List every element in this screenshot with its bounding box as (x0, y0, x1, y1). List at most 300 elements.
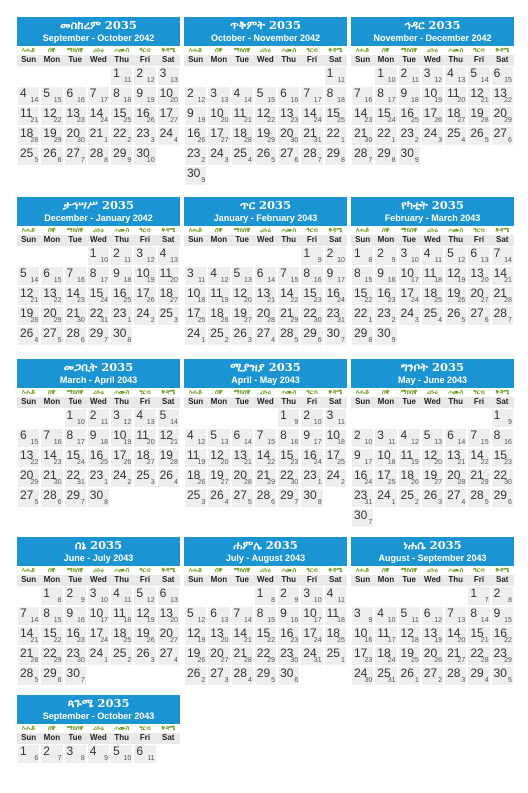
day-cell[interactable] (41, 469, 62, 487)
day-cell[interactable] (111, 409, 132, 427)
day-cell[interactable] (352, 287, 373, 305)
day-cell[interactable] (41, 627, 62, 645)
day-cell[interactable] (375, 107, 396, 125)
day-cell[interactable] (134, 449, 155, 467)
day-cell[interactable] (208, 449, 229, 467)
day-cell[interactable] (65, 627, 86, 645)
day-cell[interactable] (375, 267, 396, 285)
day-cell[interactable] (232, 489, 253, 507)
day-cell[interactable] (325, 107, 346, 125)
day-cell[interactable] (352, 107, 373, 125)
day-cell[interactable] (445, 247, 466, 265)
day-cell[interactable] (255, 489, 276, 507)
day-cell[interactable] (399, 307, 420, 325)
day-cell[interactable] (375, 147, 396, 165)
day-cell[interactable] (158, 627, 179, 645)
day-cell[interactable] (18, 267, 39, 285)
day-cell[interactable] (232, 667, 253, 685)
day-cell[interactable] (375, 627, 396, 645)
day-cell[interactable] (352, 429, 373, 447)
day-cell[interactable] (492, 287, 513, 305)
day-cell[interactable] (301, 327, 322, 345)
day-cell[interactable] (468, 247, 489, 265)
day-cell[interactable] (492, 247, 513, 265)
day-cell[interactable] (18, 627, 39, 645)
day-cell[interactable] (41, 127, 62, 145)
day-cell[interactable] (41, 287, 62, 305)
day-cell[interactable] (422, 469, 443, 487)
day-cell[interactable] (352, 647, 373, 665)
day-cell[interactable] (399, 247, 420, 265)
day-cell[interactable] (232, 627, 253, 645)
day-cell[interactable] (325, 287, 346, 305)
day-cell[interactable] (445, 87, 466, 105)
day-cell[interactable] (468, 107, 489, 125)
day-cell[interactable] (278, 489, 299, 507)
day-cell[interactable] (208, 107, 229, 125)
day-cell[interactable] (301, 307, 322, 325)
day-cell[interactable] (185, 307, 206, 325)
day-cell[interactable] (352, 607, 373, 625)
day-cell[interactable] (41, 429, 62, 447)
day-cell[interactable] (134, 469, 155, 487)
day-cell[interactable] (325, 627, 346, 645)
day-cell[interactable] (232, 449, 253, 467)
day-cell[interactable] (278, 469, 299, 487)
day-cell[interactable] (468, 469, 489, 487)
day-cell[interactable] (158, 449, 179, 467)
day-cell[interactable] (65, 409, 86, 427)
day-cell[interactable] (208, 647, 229, 665)
day-cell[interactable] (41, 147, 62, 165)
day-cell[interactable] (111, 429, 132, 447)
day-cell[interactable] (301, 147, 322, 165)
day-cell[interactable] (445, 489, 466, 507)
day-cell[interactable] (422, 107, 443, 125)
day-cell[interactable] (375, 489, 396, 507)
day-cell[interactable] (88, 307, 109, 325)
day-cell[interactable] (445, 607, 466, 625)
day-cell[interactable] (492, 647, 513, 665)
day-cell[interactable] (492, 667, 513, 685)
day-cell[interactable] (352, 469, 373, 487)
day-cell[interactable] (88, 327, 109, 345)
day-cell[interactable] (255, 429, 276, 447)
day-cell[interactable] (255, 107, 276, 125)
day-cell[interactable] (375, 469, 396, 487)
day-cell[interactable] (88, 127, 109, 145)
day-cell[interactable] (492, 627, 513, 645)
day-cell[interactable] (88, 287, 109, 305)
day-cell[interactable] (88, 469, 109, 487)
day-cell[interactable] (278, 327, 299, 345)
day-cell[interactable] (468, 429, 489, 447)
day-cell[interactable] (352, 489, 373, 507)
day-cell[interactable] (208, 127, 229, 145)
day-cell[interactable] (352, 247, 373, 265)
day-cell[interactable] (185, 667, 206, 685)
day-cell[interactable] (208, 287, 229, 305)
day-cell[interactable] (88, 409, 109, 427)
day-cell[interactable] (232, 287, 253, 305)
day-cell[interactable] (399, 647, 420, 665)
day-cell[interactable] (88, 647, 109, 665)
day-cell[interactable] (158, 267, 179, 285)
day-cell[interactable] (278, 429, 299, 447)
day-cell[interactable] (399, 627, 420, 645)
day-cell[interactable] (375, 607, 396, 625)
day-cell[interactable] (185, 449, 206, 467)
day-cell[interactable] (301, 247, 322, 265)
day-cell[interactable] (18, 147, 39, 165)
day-cell[interactable] (88, 247, 109, 265)
day-cell[interactable] (65, 449, 86, 467)
day-cell[interactable] (208, 607, 229, 625)
day-cell[interactable] (492, 607, 513, 625)
day-cell[interactable] (18, 429, 39, 447)
day-cell[interactable] (65, 647, 86, 665)
day-cell[interactable] (134, 147, 155, 165)
day-cell[interactable] (18, 127, 39, 145)
day-cell[interactable] (325, 429, 346, 447)
day-cell[interactable] (134, 127, 155, 145)
day-cell[interactable] (278, 587, 299, 605)
day-cell[interactable] (445, 667, 466, 685)
day-cell[interactable] (255, 127, 276, 145)
day-cell[interactable] (301, 409, 322, 427)
day-cell[interactable] (399, 489, 420, 507)
day-cell[interactable] (278, 647, 299, 665)
day-cell[interactable] (232, 147, 253, 165)
day-cell[interactable] (375, 67, 396, 85)
day-cell[interactable] (278, 667, 299, 685)
day-cell[interactable] (158, 647, 179, 665)
day-cell[interactable] (208, 627, 229, 645)
day-cell[interactable] (325, 607, 346, 625)
day-cell[interactable] (41, 107, 62, 125)
day-cell[interactable] (468, 307, 489, 325)
day-cell[interactable] (492, 107, 513, 125)
day-cell[interactable] (255, 469, 276, 487)
day-cell[interactable] (255, 327, 276, 345)
day-cell[interactable] (352, 667, 373, 685)
day-cell[interactable] (18, 607, 39, 625)
day-cell[interactable] (65, 147, 86, 165)
day-cell[interactable] (422, 489, 443, 507)
day-cell[interactable] (255, 627, 276, 645)
day-cell[interactable] (399, 607, 420, 625)
day-cell[interactable] (375, 667, 396, 685)
day-cell[interactable] (88, 489, 109, 507)
day-cell[interactable] (399, 667, 420, 685)
day-cell[interactable] (278, 287, 299, 305)
day-cell[interactable] (468, 127, 489, 145)
day-cell[interactable] (134, 647, 155, 665)
day-cell[interactable] (134, 267, 155, 285)
day-cell[interactable] (208, 87, 229, 105)
day-cell[interactable] (158, 607, 179, 625)
day-cell[interactable] (255, 87, 276, 105)
day-cell[interactable] (134, 87, 155, 105)
day-cell[interactable] (88, 449, 109, 467)
day-cell[interactable] (255, 587, 276, 605)
day-cell[interactable] (88, 147, 109, 165)
day-cell[interactable] (301, 489, 322, 507)
day-cell[interactable] (468, 607, 489, 625)
day-cell[interactable] (88, 429, 109, 447)
day-cell[interactable] (352, 147, 373, 165)
day-cell[interactable] (134, 607, 155, 625)
day-cell[interactable] (65, 667, 86, 685)
day-cell[interactable] (301, 587, 322, 605)
day-cell[interactable] (422, 429, 443, 447)
day-cell[interactable] (492, 587, 513, 605)
day-cell[interactable] (18, 307, 39, 325)
day-cell[interactable] (134, 745, 155, 763)
day-cell[interactable] (134, 627, 155, 645)
day-cell[interactable] (352, 627, 373, 645)
day-cell[interactable] (185, 647, 206, 665)
day-cell[interactable] (445, 469, 466, 487)
day-cell[interactable] (185, 87, 206, 105)
day-cell[interactable] (301, 607, 322, 625)
day-cell[interactable] (352, 87, 373, 105)
day-cell[interactable] (325, 647, 346, 665)
day-cell[interactable] (301, 429, 322, 447)
day-cell[interactable] (134, 307, 155, 325)
day-cell[interactable] (185, 489, 206, 507)
day-cell[interactable] (232, 307, 253, 325)
day-cell[interactable] (65, 87, 86, 105)
day-cell[interactable] (375, 647, 396, 665)
day-cell[interactable] (158, 429, 179, 447)
day-cell[interactable] (301, 449, 322, 467)
day-cell[interactable] (255, 287, 276, 305)
day-cell[interactable] (65, 287, 86, 305)
day-cell[interactable] (134, 107, 155, 125)
day-cell[interactable] (208, 147, 229, 165)
day-cell[interactable] (352, 307, 373, 325)
day-cell[interactable] (41, 667, 62, 685)
day-cell[interactable] (158, 127, 179, 145)
day-cell[interactable] (278, 449, 299, 467)
day-cell[interactable] (325, 409, 346, 427)
day-cell[interactable] (158, 287, 179, 305)
day-cell[interactable] (422, 267, 443, 285)
day-cell[interactable] (41, 449, 62, 467)
day-cell[interactable] (111, 287, 132, 305)
day-cell[interactable] (208, 489, 229, 507)
day-cell[interactable] (278, 147, 299, 165)
day-cell[interactable] (492, 429, 513, 447)
day-cell[interactable] (255, 449, 276, 467)
day-cell[interactable] (111, 627, 132, 645)
day-cell[interactable] (88, 87, 109, 105)
day-cell[interactable] (492, 127, 513, 145)
day-cell[interactable] (158, 587, 179, 605)
day-cell[interactable] (278, 607, 299, 625)
day-cell[interactable] (208, 469, 229, 487)
day-cell[interactable] (399, 87, 420, 105)
day-cell[interactable] (301, 469, 322, 487)
day-cell[interactable] (111, 87, 132, 105)
day-cell[interactable] (422, 247, 443, 265)
day-cell[interactable] (278, 267, 299, 285)
day-cell[interactable] (492, 469, 513, 487)
day-cell[interactable] (158, 409, 179, 427)
day-cell[interactable] (325, 87, 346, 105)
day-cell[interactable] (278, 307, 299, 325)
day-cell[interactable] (111, 107, 132, 125)
day-cell[interactable] (255, 667, 276, 685)
day-cell[interactable] (111, 587, 132, 605)
day-cell[interactable] (111, 607, 132, 625)
day-cell[interactable] (325, 469, 346, 487)
day-cell[interactable] (445, 307, 466, 325)
day-cell[interactable] (492, 449, 513, 467)
day-cell[interactable] (375, 307, 396, 325)
day-cell[interactable] (422, 647, 443, 665)
day-cell[interactable] (111, 647, 132, 665)
day-cell[interactable] (399, 469, 420, 487)
day-cell[interactable] (65, 489, 86, 507)
day-cell[interactable] (492, 267, 513, 285)
day-cell[interactable] (301, 127, 322, 145)
day-cell[interactable] (352, 449, 373, 467)
day-cell[interactable] (185, 469, 206, 487)
day-cell[interactable] (18, 107, 39, 125)
day-cell[interactable] (232, 647, 253, 665)
day-cell[interactable] (232, 327, 253, 345)
day-cell[interactable] (65, 607, 86, 625)
day-cell[interactable] (111, 469, 132, 487)
day-cell[interactable] (278, 127, 299, 145)
day-cell[interactable] (111, 745, 132, 763)
day-cell[interactable] (134, 287, 155, 305)
day-cell[interactable] (352, 327, 373, 345)
day-cell[interactable] (232, 607, 253, 625)
day-cell[interactable] (65, 267, 86, 285)
day-cell[interactable] (185, 627, 206, 645)
day-cell[interactable] (422, 607, 443, 625)
day-cell[interactable] (134, 409, 155, 427)
day-cell[interactable] (41, 267, 62, 285)
day-cell[interactable] (399, 147, 420, 165)
day-cell[interactable] (158, 469, 179, 487)
day-cell[interactable] (301, 287, 322, 305)
day-cell[interactable] (41, 647, 62, 665)
day-cell[interactable] (468, 667, 489, 685)
day-cell[interactable] (111, 327, 132, 345)
day-cell[interactable] (232, 429, 253, 447)
day-cell[interactable] (134, 247, 155, 265)
day-cell[interactable] (301, 647, 322, 665)
day-cell[interactable] (352, 127, 373, 145)
day-cell[interactable] (422, 67, 443, 85)
day-cell[interactable] (185, 607, 206, 625)
day-cell[interactable] (41, 587, 62, 605)
day-cell[interactable] (301, 107, 322, 125)
day-cell[interactable] (422, 627, 443, 645)
day-cell[interactable] (41, 607, 62, 625)
day-cell[interactable] (468, 587, 489, 605)
day-cell[interactable] (492, 67, 513, 85)
day-cell[interactable] (65, 429, 86, 447)
day-cell[interactable] (422, 307, 443, 325)
day-cell[interactable] (325, 307, 346, 325)
day-cell[interactable] (278, 627, 299, 645)
day-cell[interactable] (422, 287, 443, 305)
day-cell[interactable] (255, 267, 276, 285)
day-cell[interactable] (445, 287, 466, 305)
day-cell[interactable] (278, 409, 299, 427)
day-cell[interactable] (18, 489, 39, 507)
day-cell[interactable] (375, 327, 396, 345)
day-cell[interactable] (111, 127, 132, 145)
day-cell[interactable] (468, 449, 489, 467)
day-cell[interactable] (185, 107, 206, 125)
day-cell[interactable] (232, 87, 253, 105)
day-cell[interactable] (88, 587, 109, 605)
day-cell[interactable] (18, 449, 39, 467)
day-cell[interactable] (468, 489, 489, 507)
day-cell[interactable] (375, 449, 396, 467)
day-cell[interactable] (325, 587, 346, 605)
day-cell[interactable] (65, 307, 86, 325)
day-cell[interactable] (399, 287, 420, 305)
day-cell[interactable] (399, 267, 420, 285)
day-cell[interactable] (375, 247, 396, 265)
day-cell[interactable] (399, 449, 420, 467)
day-cell[interactable] (208, 307, 229, 325)
day-cell[interactable] (278, 107, 299, 125)
day-cell[interactable] (445, 429, 466, 447)
day-cell[interactable] (352, 509, 373, 527)
day-cell[interactable] (492, 489, 513, 507)
day-cell[interactable] (325, 67, 346, 85)
day-cell[interactable] (41, 307, 62, 325)
day-cell[interactable] (255, 647, 276, 665)
day-cell[interactable] (325, 127, 346, 145)
day-cell[interactable] (255, 607, 276, 625)
day-cell[interactable] (301, 87, 322, 105)
day-cell[interactable] (422, 449, 443, 467)
day-cell[interactable] (445, 127, 466, 145)
day-cell[interactable] (134, 587, 155, 605)
day-cell[interactable] (111, 449, 132, 467)
day-cell[interactable] (185, 327, 206, 345)
day-cell[interactable] (18, 287, 39, 305)
day-cell[interactable] (18, 647, 39, 665)
day-cell[interactable] (375, 429, 396, 447)
day-cell[interactable] (18, 469, 39, 487)
day-cell[interactable] (88, 107, 109, 125)
day-cell[interactable] (422, 87, 443, 105)
day-cell[interactable] (158, 307, 179, 325)
day-cell[interactable] (468, 287, 489, 305)
day-cell[interactable] (88, 627, 109, 645)
day-cell[interactable] (468, 647, 489, 665)
day-cell[interactable] (399, 107, 420, 125)
day-cell[interactable] (325, 247, 346, 265)
day-cell[interactable] (65, 327, 86, 345)
day-cell[interactable] (111, 67, 132, 85)
day-cell[interactable] (301, 627, 322, 645)
day-cell[interactable] (111, 307, 132, 325)
day-cell[interactable] (88, 607, 109, 625)
day-cell[interactable] (208, 267, 229, 285)
day-cell[interactable] (88, 267, 109, 285)
